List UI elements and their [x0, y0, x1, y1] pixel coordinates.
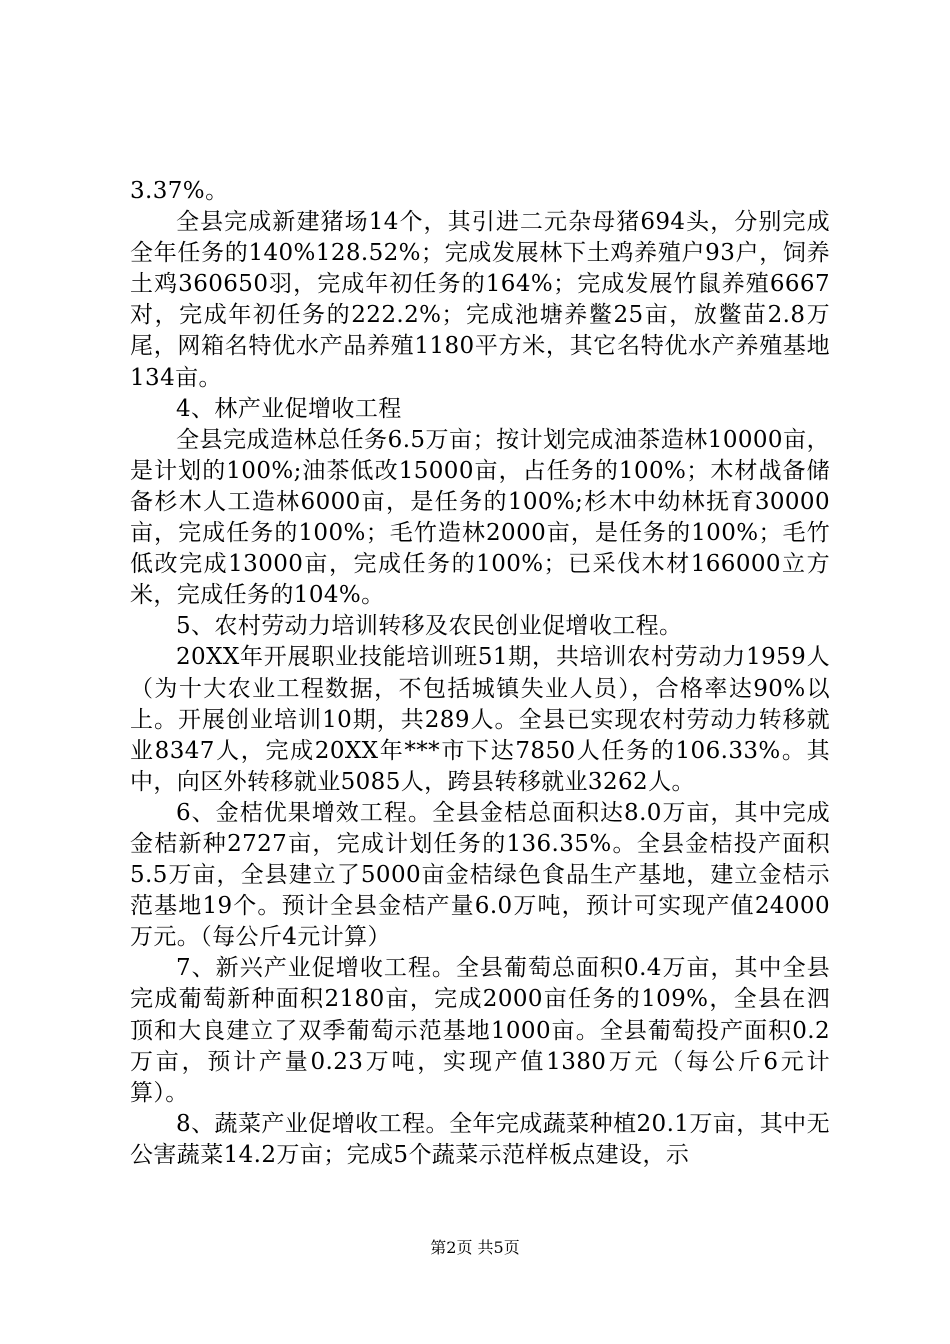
section-heading-forestry: 4、林产业促增收工程	[176, 395, 402, 422]
paragraph-vegetable: 8、蔬菜产业促增收工程。全年完成蔬菜种植20.1万亩，其中无公害蔬菜14.2万亩；完成5个蔬菜示范样板点建设，示	[130, 1110, 830, 1168]
section-heading-labor: 5、农村劳动力培训转移及农民创业促增收工程。	[176, 613, 683, 640]
paragraph-kumquat: 6、金桔优果增效工程。全县金桔总面积达8.0万亩，其中完成金桔新种2727亩，完成计划任务的136.35%。全县金桔投产面积5.5万亩，全县建立了5000亩金桔绿色食品生产基地，建立金桔示范基地19个。预计全县金桔产量6.0万吨，预计可实现产值24000万元。（每公斤4元计算）	[130, 799, 830, 951]
paragraph-livestock: 全县完成新建猪场14个，其引进二元杂母猪694头，分别完成全年任务的140%128.52%；完成发展林下土鸡养殖户93户，饲养土鸡360650羽，完成年初任务的164%；完成发展竹鼠养殖6667对，完成年初任务的222.2%；完成池塘养鳖25亩，放鳖苗2.8万尾，网箱名特优水产品养殖1180平方米，其它名特优水产养殖基地134亩。	[130, 209, 830, 391]
paragraph-labor: 20XX年开展职业技能培训班51期，共培训农村劳动力1959人（为十大农业工程数据，不包括城镇失业人员），合格率达90%以上。开展创业培训10期，共289人。全县已实现农村劳动力转移就业8347人，完成20XX年***市下达7850人任务的106.33%。其中，向区外转移就业5085人，跨县转移就业3262人。	[130, 644, 830, 795]
paragraph-forestry: 全县完成造林总任务6.5万亩；按计划完成油茶造林10000亩，是计划的100%;油茶低改15000亩，占任务的100%；木材战备储备杉木人工造林6000亩，是任务的100%;杉木中幼林抚育30000亩，完成任务的100%；毛竹造林2000亩，是任务的100%；毛竹低改完成13000亩，完成任务的100%；已采伐木材166000立方米，完成任务的104%。	[130, 426, 830, 609]
document-body	[130, 176, 830, 1171]
paragraph-continuation: 3.37%。	[130, 178, 229, 204]
page-number-footer: 第2页 共5页	[430, 1238, 520, 1257]
paragraph-grape: 7、新兴产业促增收工程。全县葡萄总面积0.4万亩，其中全县完成葡萄新种面积2180亩，完成2000亩任务的109%，全县在泗顶和大良建立了双季葡萄示范基地1000亩。全县葡萄投产面积0.2万亩，预计产量0.23万吨，实现产值1380万元（每公斤6元计算）。	[130, 955, 830, 1106]
